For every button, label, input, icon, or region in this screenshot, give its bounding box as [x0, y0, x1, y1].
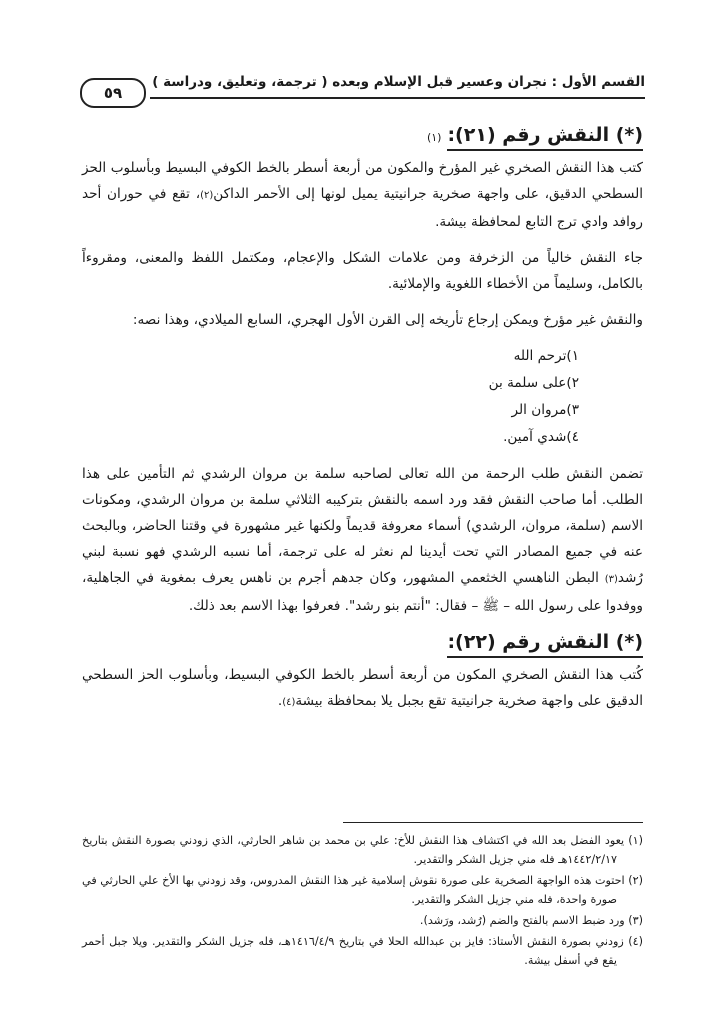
- paragraph-text: البطن الناهسي الخثعمي المشهور، وكان جدهم أجرم بن ناهس يعرف بمغوية في الجاهلية، ووفدوا على رسول الله – ﷺ – فقال: "أنتم بنو رشد". فعرفوا بهذا الاسم بعد ذلك.: [82, 570, 643, 614]
- inscription-line: ٢)على سلمة بن: [488, 375, 579, 391]
- paragraph-text: تضمن النقش طلب الرحمة من الله تعالى لصاحبه سلمة بن مروان الرشدي ثم التأمين على هذا الطلب. أما صاحب النقش فقد ورد اسمه بالنقش بتركيبه الثلاثي سلمة بن مروان الرشدي، ومكونات الاسم (سلمة، مروان، الرشدي) أسماء معروفة قديماً ولكنها غير مشهورة في وقتنا الحاضر، وبالبحث عنه في جميع المصادر التي تحت أيدينا لم نعثر له على ترجمة، أما نسبه الرشدي فهو نسبة لبني رُشد: [82, 466, 643, 586]
- inscription-21-description: [82, 155, 643, 235]
- inscription-22-heading: [82, 629, 643, 658]
- running-title: القسم الأول : نجران وعسير قبل الإسلام وبعده ( ترجمة، وتعليق، ودراسة ): [152, 74, 645, 90]
- inscription-line: ١)ترحم الله: [513, 348, 579, 364]
- footnote-ref-1: (١): [426, 131, 442, 144]
- inscription-22-description: [82, 662, 643, 716]
- footnote-2: (٢) احتوت هذه الواجهة الصخرية على صورة نقوش إسلامية غير هذا النقش المدروس، وقد زودني بها الأخ علي الحارثي في صورة واحدة، فله مني جزيل الشكر والتقدير.: [82, 874, 643, 906]
- inscription-22-title: (*) النقش رقم (٢٢):: [447, 629, 643, 658]
- footnote-1: (١) يعود الفضل بعد الله في اكتشاف هذا النقش للأخ: علي بن محمد بن شاهر الحارثي، الذي زودني بصورة النقش بتاريخ ١٤٤٢/٢/١٧هـ فله مني جزيل الشكر والتقدير.: [82, 834, 643, 866]
- paragraph-text: كُتب هذا النقش الصخري المكون من أربعة أسطر بالخط الكوفي البسيط، وبأسلوب الحز السطحي الدقيق على واجهة صخرية جرانيتية تقع بجبل يلا بمحافظة بيشة: [82, 667, 643, 709]
- header-rule: [150, 97, 645, 99]
- page-header: [80, 70, 645, 104]
- paragraph-text: .: [277, 693, 283, 709]
- inscription-21-title: (*) النقش رقم (٢١):: [447, 122, 643, 151]
- main-content: [82, 122, 643, 726]
- inscription-21-heading: [82, 122, 643, 151]
- page-number-badge: ٥٩: [80, 78, 146, 108]
- footnote-ref-4: (٤): [282, 697, 296, 708]
- paragraph-text: كتب هذا النقش الصخري غير المؤرخ والمكون من أربعة أسطر بالخط الكوفي البسيط وبأسلوب الحز السطحي الدقيق، على واجهة صخرية جرانيتية يميل لونها إلى الأحمر الداكن: [82, 160, 643, 202]
- inscription-21-analysis: [82, 461, 643, 619]
- inscription-21-text: [82, 343, 643, 451]
- inscription-21-dating: والنقش غير مؤرخ ويمكن إرجاع تأريخه إلى القرن الأول الهجري، السابع الميلادي، وهذا نصه:: [132, 312, 643, 328]
- footnote-ref-3: (٣): [604, 574, 618, 585]
- footnote-4: (٤) زودني بصورة النقش الأستاذ: فايز بن عبدالله الحلا في بتاريخ ١٤١٦/٤/٩هـ، فله جزيل الشكر والتقدير. ويلا جبل أحمر يقع في أسفل بيشة.: [82, 935, 643, 967]
- footnote-ref-2: (٢): [200, 190, 214, 201]
- footnote-3: (٣) ورد ضبط الاسم بالفتح والضم (رُشد، ورَشد).: [419, 914, 643, 927]
- footnotes: [82, 822, 643, 972]
- inscription-line: ٤)شدي آمين.: [503, 429, 579, 445]
- inscription-line: ٣)مروان الر: [511, 402, 579, 418]
- inscription-21-condition: جاء النقش خالياً من الزخرفة ومن علامات الشكل والإعجام، ومكتمل اللفظ والمعنى، ومقروءاً بالكامل، وسليماً من الأخطاء اللغوية والإملائية.: [82, 250, 643, 292]
- paragraph-text: ، تقع في حوران أحد روافد وادي ترج التابع لمحافظة بيشة.: [82, 186, 643, 230]
- footnote-divider: [343, 822, 643, 823]
